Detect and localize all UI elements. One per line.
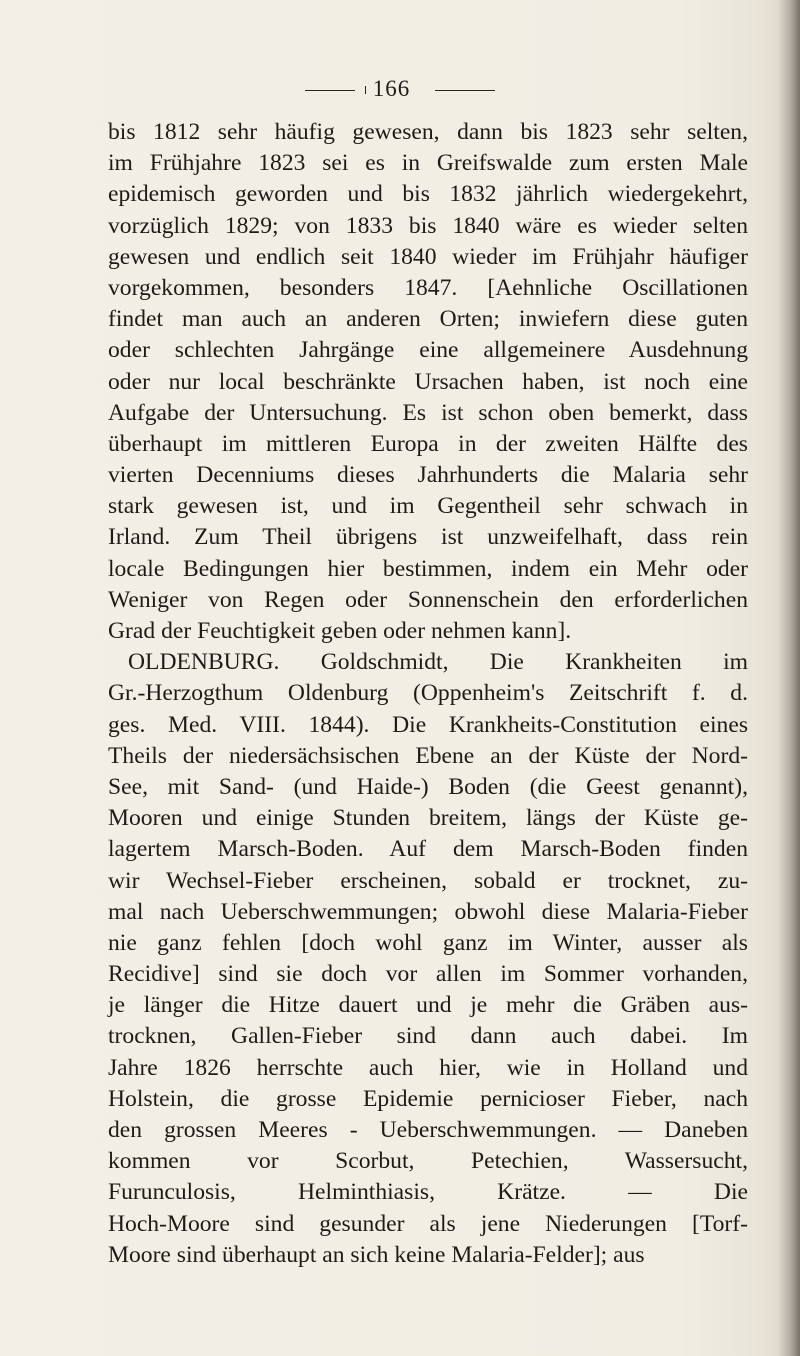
text-line: Irland. Zum Theil übrigens ist unzweifelhaft, dass rein <box>108 524 748 551</box>
text-line: Weniger von Regen oder Sonnenschein den erforderlichen <box>108 586 748 613</box>
text-line: Aufgabe der Untersuchung. Es ist schon oben bemerkt, dass <box>108 399 748 426</box>
text-line: ges. Med. VIII. 1844). Die Krankheits-Constitution eines <box>108 711 748 738</box>
text-line: Holstein, die grosse Epidemie pernicioser Fieber, nach <box>108 1085 748 1112</box>
text-line: nie ganz fehlen [doch wohl ganz im Winter, ausser als <box>108 929 748 956</box>
text-line: See, mit Sand- (und Haide-) Boden (die Geest genannt), <box>108 773 748 800</box>
text-line: Recidive] sind sie doch vor allen im Sommer vorhanden, <box>108 961 748 988</box>
text-line: kommen vor Scorbut, Petechien, Wassersucht, <box>108 1148 748 1175</box>
text-line: findet man auch an anderen Orten; inwiefern diese guten <box>108 306 748 333</box>
page-edge-shadow <box>778 0 800 1356</box>
text-line: Jahre 1826 herrschte auch hier, wie in Holland und <box>108 1054 748 1081</box>
header-rule-left <box>305 90 355 91</box>
text-line: vorgekommen, besonders 1847. [Aehnliche Oscillationen <box>108 274 748 301</box>
text-line: trocknen, Gallen-Fieber sind dann auch dabei. Im <box>108 1023 748 1050</box>
text-line: Mooren und einige Stunden breitem, längs der Küste ge- <box>108 805 748 832</box>
text-line: je länger die Hitze dauert und je mehr die Gräben aus- <box>108 992 748 1019</box>
text-line: lagertem Marsch-Boden. Auf dem Marsch-Boden finden <box>108 836 748 863</box>
text-line: gewesen und endlich seit 1840 wieder im Frühjahr häufiger <box>108 243 748 270</box>
text-line: Moore sind überhaupt an sich keine Malaria-Felder]; aus <box>108 1241 645 1268</box>
text-line: bis 1812 sehr häufig gewesen, dann bis 1823 sehr selten, <box>108 119 748 145</box>
text-line: locale Bedingungen hier bestimmen, indem ein Mehr oder <box>108 555 748 582</box>
header-rule-right <box>435 90 495 91</box>
body-text <box>108 117 748 1271</box>
text-line: wir Wechsel-Fieber erscheinen, sobald er trocknet, zu- <box>108 867 748 894</box>
text-line: mal nach Ueberschwemmungen; obwohl diese Malaria-Fieber <box>108 898 748 925</box>
text-line: im Frühjahre 1823 sei es in Greifswalde zum ersten Male <box>108 150 748 177</box>
text-line: Hoch-Moore sind gesunder als jene Niederungen [Torf- <box>108 1210 748 1237</box>
header-rule-tick <box>365 86 366 94</box>
text-line: oder nur local beschränkte Ursachen haben, ist noch eine <box>108 368 748 395</box>
text-line: Grad der Feuchtigkeit geben oder nehmen kann]. <box>108 618 572 644</box>
text-line: Gr.-Herzogthum Oldenburg (Oppenheim's Zeitschrift f. d. <box>108 680 748 707</box>
text-line: stark gewesen ist, und im Gegentheil sehr schwach in <box>108 493 748 520</box>
text-line: vierten Decenniums dieses Jahrhunderts die Malaria sehr <box>108 462 748 489</box>
page-number: 166 <box>372 76 411 101</box>
text-line: Theils der niedersächsischen Ebene an der Küste der Nord- <box>108 742 748 769</box>
text-line: überhaupt im mittleren Europa in der zweiten Hälfte des <box>108 430 748 457</box>
text-line: vorzüglich 1829; von 1833 bis 1840 wäre es wieder selten <box>108 212 748 239</box>
text-line: epidemisch geworden und bis 1832 jährlich wiedergekehrt, <box>108 181 748 208</box>
text-line: oder schlechten Jahrgänge eine allgemeinere Ausdehnung <box>108 337 748 364</box>
text-line: den grossen Meeres - Ueberschwemmungen. — Daneben <box>108 1117 748 1143</box>
page-header <box>0 74 800 104</box>
text-line: Furunculosis, Helminthiasis, Krätze. — Die <box>108 1179 748 1206</box>
text-line: OLDENBURG. Goldschmidt, Die Krankheiten im <box>128 649 748 676</box>
